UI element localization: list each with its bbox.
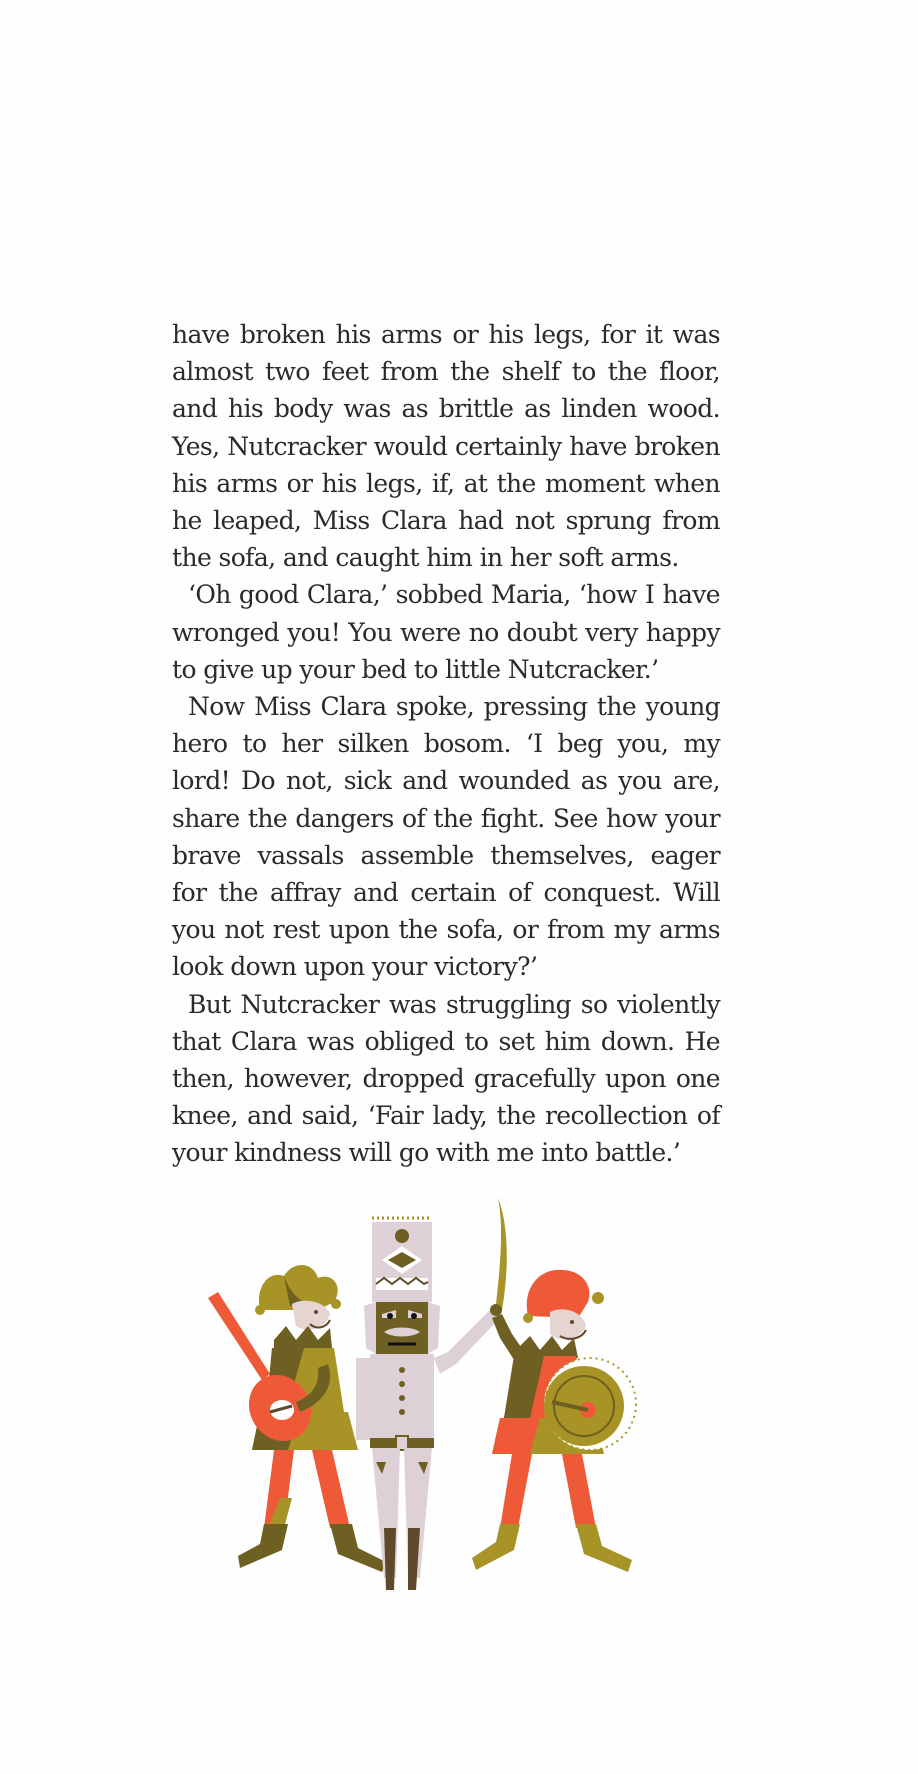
paragraph-3: Now Miss Clara spoke, pressing the young hero to her silken bosom. ‘I beg you, my lord! Do not, sick and wounded as you are, share the dangers of the fight. See how your brave vassals assemble themselves, eager for the affray and certain of conquest. Will you not rest upon the sofa, or from my arms look down upon your victory?’ bbox=[172, 692, 720, 982]
paragraph-4: But Nutcracker was struggling so violently that Clara was obliged to set him down. He then, however, dropped gracefully upon one knee, and said, ‘Fair lady, the recollection of your kindness will go with me into battle.’ bbox=[172, 989, 720, 1168]
paragraph-1: have broken his arms or his legs, for it was almost two feet from the shelf to the floor, and his body was as brittle as linden wood. Yes, Nutcracker would certainly have broken his arms or his legs, if, at the moment when he leaped, Miss Clara had not sprung from the sofa, and caught him in her soft arms. bbox=[172, 320, 720, 573]
paragraph-2: ‘Oh good Clara,’ sobbed Maria, ‘how I have wronged you! You were no doubt very happy to give up your bed to little Nutcracker.’ bbox=[172, 580, 720, 684]
nutcracker-soldier bbox=[356, 1198, 507, 1590]
nutcracker-illustration bbox=[200, 1198, 700, 1638]
body-text bbox=[172, 316, 720, 1172]
